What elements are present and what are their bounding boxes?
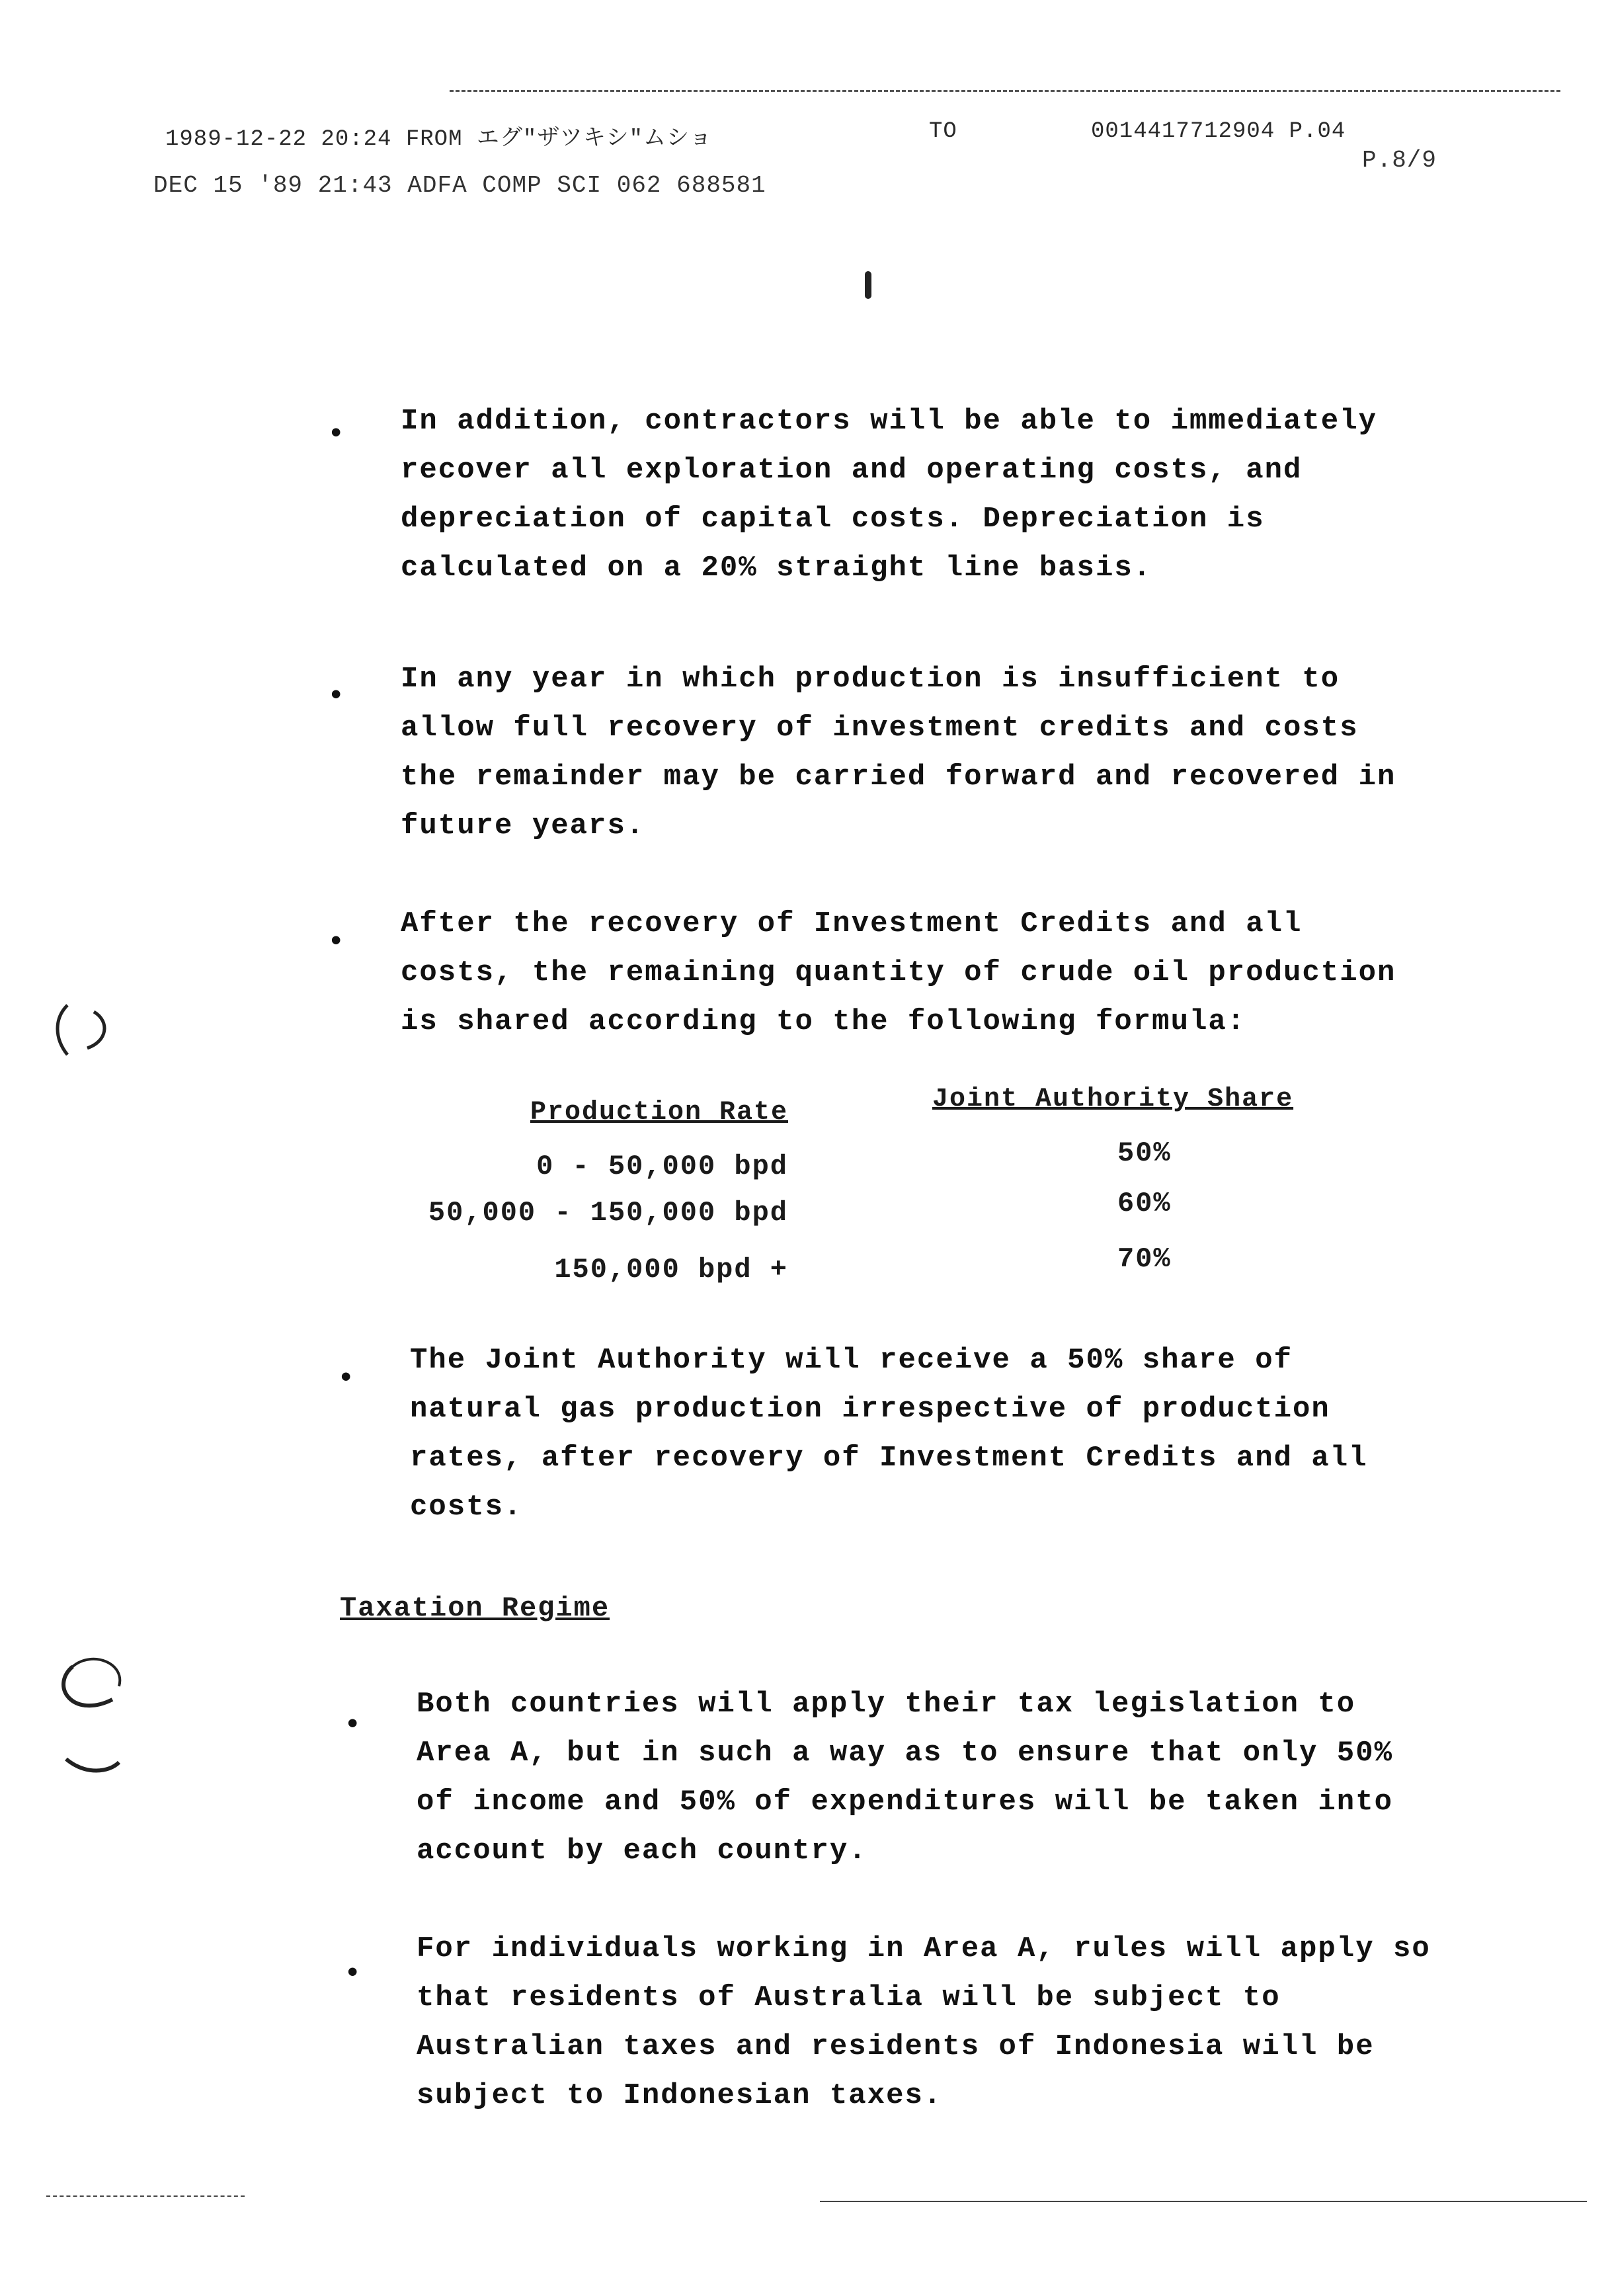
paragraph-tax-legislation [417, 1680, 1393, 1875]
fax-number-page: 0014417712904 P.04 [1091, 119, 1346, 144]
table-cell-rate: 150,000 bpd + [554, 1254, 788, 1286]
text-line: of income and 50% of expenditures will be taken into [417, 1785, 1394, 1819]
text-line: In any year in which production is insufficient to [401, 663, 1340, 696]
scan-artifact-tick [865, 271, 871, 299]
table-header-joint-authority-share: Joint Authority Share [932, 1085, 1294, 1114]
paragraph-natural-gas [410, 1336, 1368, 1532]
paragraph-production-sharing [401, 899, 1396, 1046]
text-line: rates, after recovery of Investment Credits and all [410, 1442, 1368, 1475]
bullet-marker: • [327, 926, 345, 959]
paragraph-carry-forward [401, 655, 1396, 850]
table-cell-share: 60% [1117, 1188, 1172, 1219]
footer-scan-line [820, 2201, 1587, 2202]
paragraph-individual-taxation [417, 1924, 1431, 2120]
text-line: subject to Indonesian taxes. [417, 2079, 943, 2112]
text-line: future years. [401, 809, 645, 842]
text-line: Australian taxes and residents of Indonesia will be [417, 2030, 1375, 2063]
text-line: account by each country. [417, 1834, 867, 1867]
table-cell-rate: 0 - 50,000 bpd [536, 1151, 788, 1182]
table-cell-rate: 50,000 - 150,000 bpd [428, 1197, 788, 1229]
text-line: that residents of Australia will be subject to [417, 1981, 1281, 2014]
text-line: calculated on a 20% straight line basis. [401, 552, 1152, 585]
text-line: allow full recovery of investment credits and costs [401, 712, 1359, 745]
footer-scan-line-left [46, 2195, 245, 2197]
text-line: costs. [410, 1491, 523, 1524]
text-line: costs, the remaining quantity of crude oil production [401, 956, 1396, 989]
text-line: Area A, but in such a way as to ensure that only 50% [417, 1737, 1394, 1770]
punch-hole-artifact-lower [46, 1614, 139, 1785]
table-cell-share: 50% [1117, 1137, 1172, 1169]
text-line: recover all exploration and operating costs, and [401, 454, 1303, 487]
punch-hole-artifact-upper [48, 992, 120, 1065]
bullet-marker: • [327, 418, 345, 451]
table-header-production-rate: Production Rate [530, 1098, 788, 1128]
text-line: depreciation of capital costs. Depreciation is [401, 503, 1265, 536]
fax-header-top-rule [450, 90, 1560, 92]
text-line: In addition, contractors will be able to immediately [401, 405, 1378, 438]
paragraph-cost-recovery [401, 397, 1377, 593]
text-line: For individuals working in Area A, rules will apply so [417, 1932, 1431, 1965]
text-line: After the recovery of Investment Credits and all [401, 907, 1303, 940]
text-line: Both countries will apply their tax legislation to [417, 1688, 1356, 1721]
table-cell-share: 70% [1117, 1243, 1172, 1275]
fax-timestamp-from: 1989-12-22 20:24 FROM エグ"ザツキシ"ムショ [165, 127, 713, 152]
fax-page-number: P.8/9 [1362, 147, 1437, 174]
bullet-marker: • [344, 1957, 362, 1990]
fax-second-header: DEC 15 '89 21:43 ADFA COMP SCI 062 688581 [153, 172, 766, 199]
text-line: The Joint Authority will receive a 50% share of [410, 1344, 1293, 1377]
fax-to-label: TO [929, 119, 957, 144]
bullet-marker: • [337, 1362, 355, 1395]
bullet-marker: • [344, 1709, 362, 1742]
text-line: natural gas production irrespective of production [410, 1393, 1330, 1426]
bullet-marker: • [327, 680, 345, 713]
text-line: the remainder may be carried forward and recovered in [401, 760, 1396, 794]
text-line: is shared according to the following formula: [401, 1005, 1246, 1038]
section-heading-taxation: Taxation Regime [340, 1592, 610, 1624]
